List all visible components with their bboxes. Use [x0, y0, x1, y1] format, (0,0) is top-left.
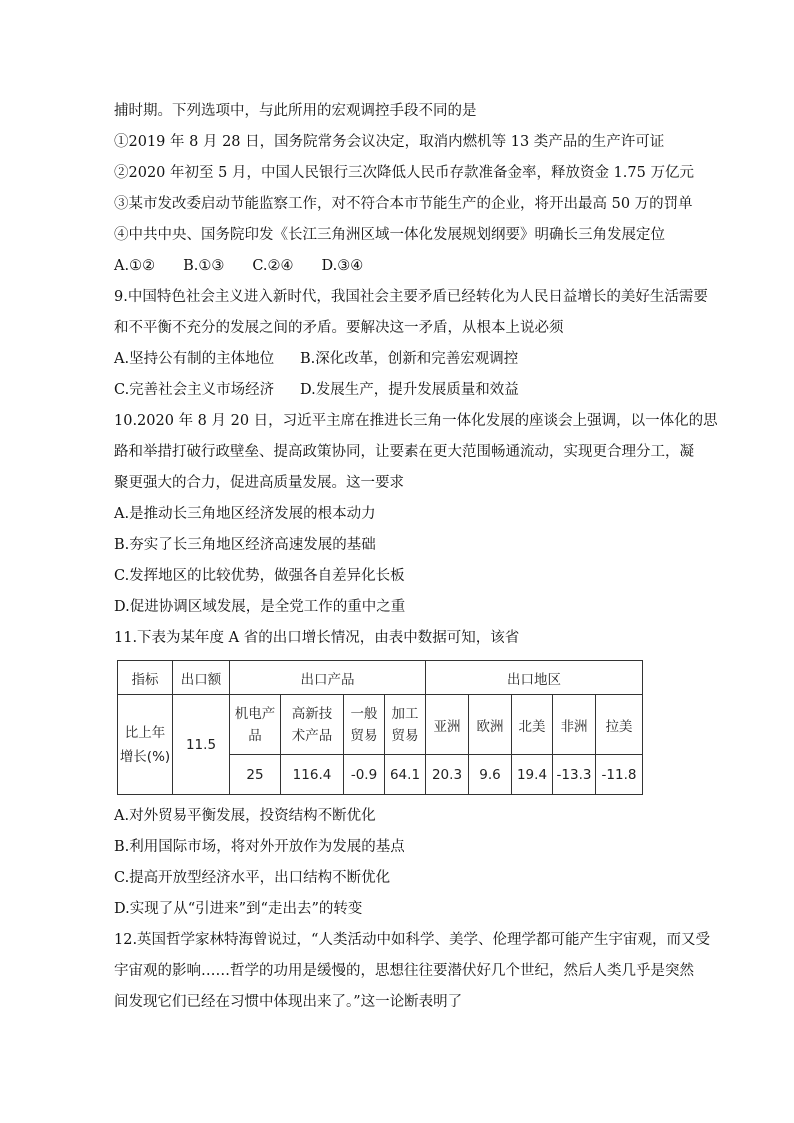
- q8-option-b: B.①③: [183, 258, 225, 274]
- value-latin-america: -11.8: [596, 755, 643, 795]
- q10-stem-line-2: 路和举措打破行政壁垒、提高政策协同，让要素在更大范围畅通流动，实现更合理分工，凝: [114, 444, 694, 460]
- table-subheader-row: [118, 695, 643, 755]
- statement-3: ③某市发改委启动节能监察工作，对不符合本市节能生产的企业，将开出最高 50 万的罚单: [114, 196, 693, 212]
- export-amount-value: 11.5: [173, 695, 230, 795]
- col-hightech-l2: 术产品: [291, 727, 333, 744]
- q9-option-b: B.深化改革，创新和完善宏观调控: [300, 351, 519, 367]
- value-asia: 20.3: [426, 755, 469, 795]
- q8-statements: [114, 127, 694, 251]
- value-processing-trade: 64.1: [385, 755, 426, 795]
- question-10: [114, 406, 718, 623]
- q9-option-c: C.完善社会主义市场经济: [114, 382, 275, 398]
- question-11: [114, 623, 684, 925]
- question-9: [114, 282, 708, 406]
- q10-option-a: A.是推动长三角地区经济发展的根本动力: [114, 506, 376, 522]
- q12-stem-line-2: 宇宙观的影响……哲学的功用是缓慢的，思想往往要潜伏好几个世纪，然后人类几乎是突然: [114, 963, 694, 979]
- col-electromech: [230, 695, 281, 755]
- value-europe: 9.6: [469, 755, 512, 795]
- q11-option-a: A.对外贸易平衡发展，投资结构不断优化: [114, 808, 376, 824]
- q8-option-d: D.③④: [321, 258, 364, 274]
- q10-option-b: B.夯实了长三角地区经济高速发展的基础: [114, 537, 376, 553]
- col-asia: 亚洲: [426, 695, 469, 755]
- q8-option-c: C.②④: [252, 258, 294, 274]
- q12-stem-line-3: 间发现它们已经在习惯中体现出来了。”这一论断表明了: [114, 994, 463, 1010]
- row-label-line-2: 增长(%): [119, 748, 171, 765]
- col-general-trade: [344, 695, 385, 755]
- col-electromech-l1: 机电产: [234, 705, 276, 722]
- value-electromech: 25: [230, 755, 281, 795]
- intro-line: 捕时期。下列选项中，与此所用的宏观调控手段不同的是: [114, 103, 477, 119]
- value-hightech: 116.4: [281, 755, 344, 795]
- col-north-america: 北美: [512, 695, 553, 755]
- q9-options-row-1: [114, 344, 684, 375]
- row-label: [118, 695, 173, 795]
- q11-option-c: C.提高开放型经济水平，出口结构不断优化: [114, 870, 391, 886]
- q10-option-d: D.促进协调区域发展，是全党工作的重中之重: [114, 599, 406, 615]
- value-north-america: 19.4: [512, 755, 553, 795]
- statement-4: ④中共中央、国务院印发《长江三角洲区域一体化发展规划纲要》明确长三角发展定位: [114, 227, 665, 243]
- q10-option-c: C.发挥地区的比较优势，做强各自差异化长板: [114, 568, 405, 584]
- q8-options: [114, 251, 684, 282]
- q9-options-row-2: [114, 375, 684, 406]
- col-processing-trade-l1: 加工: [391, 705, 419, 722]
- q11-option-d: D.实现了从“引进来”到“走出去”的转变: [114, 901, 363, 917]
- q9-option-d: D.发展生产，提升发展质量和效益: [300, 382, 519, 398]
- col-europe: 欧洲: [469, 695, 512, 755]
- col-processing-trade-l2: 贸易: [391, 727, 419, 744]
- col-hightech-l1: 高新技: [291, 705, 333, 722]
- export-growth-table: [117, 660, 643, 795]
- col-electromech-l2: 品: [248, 727, 262, 744]
- col-africa: 非洲: [553, 695, 596, 755]
- statement-1: ①2019 年 8 月 28 日，国务院常务会议决定，取消内燃机等 13 类产品的生产许可证: [114, 134, 665, 150]
- header-export-products: 出口产品: [230, 661, 426, 695]
- q12-stem-line-1: 12.英国哲学家林特海曾说过，“人类活动中如科学、美学、伦理学都可能产生宇宙观，而又受: [114, 932, 710, 948]
- col-processing-trade: [385, 695, 426, 755]
- col-hightech: [281, 695, 344, 755]
- header-export-amount: 出口额: [173, 661, 230, 695]
- exam-page: [114, 96, 718, 1018]
- q8-option-a: A.①②: [114, 258, 156, 274]
- q9-stem-line-2: 和不平衡不充分的发展之间的矛盾。要解决这一矛盾，从根本上说必须: [114, 320, 564, 336]
- q10-stem-line-1: 10.2020 年 8 月 20 日，习近平主席在推进长三角一体化发展的座谈会上强调，以一体化的思: [114, 413, 718, 429]
- header-export-regions: 出口地区: [426, 661, 643, 695]
- col-general-trade-l1: 一般: [350, 705, 378, 722]
- col-general-trade-l2: 贸易: [350, 727, 378, 744]
- q11-stem: 11.下表为某年度 A 省的出口增长情况，由表中数据可知，该省: [114, 630, 520, 646]
- q11-option-b: B.利用国际市场，将对外开放作为发展的基点: [114, 839, 405, 855]
- question-12: [114, 925, 710, 1018]
- statement-2: ②2020 年初至 5 月，中国人民银行三次降低人民币存款准备金率，释放资金 1.75 万亿元: [114, 165, 694, 181]
- q10-stem-line-3: 聚更强大的合力，促进高质量发展。这一要求: [114, 475, 404, 491]
- row-label-line-1: 比上年: [124, 724, 166, 741]
- value-general-trade: -0.9: [344, 755, 385, 795]
- q9-option-a: A.坚持公有制的主体地位: [114, 351, 275, 367]
- value-africa: -13.3: [553, 755, 596, 795]
- table-header-row: [118, 661, 643, 695]
- col-latin-america: 拉美: [596, 695, 643, 755]
- q9-stem-line-1: 9.中国特色社会主义进入新时代，我国社会主要矛盾已经转化为人民日益增长的美好生活需要: [114, 289, 708, 305]
- header-indicator: 指标: [118, 661, 173, 695]
